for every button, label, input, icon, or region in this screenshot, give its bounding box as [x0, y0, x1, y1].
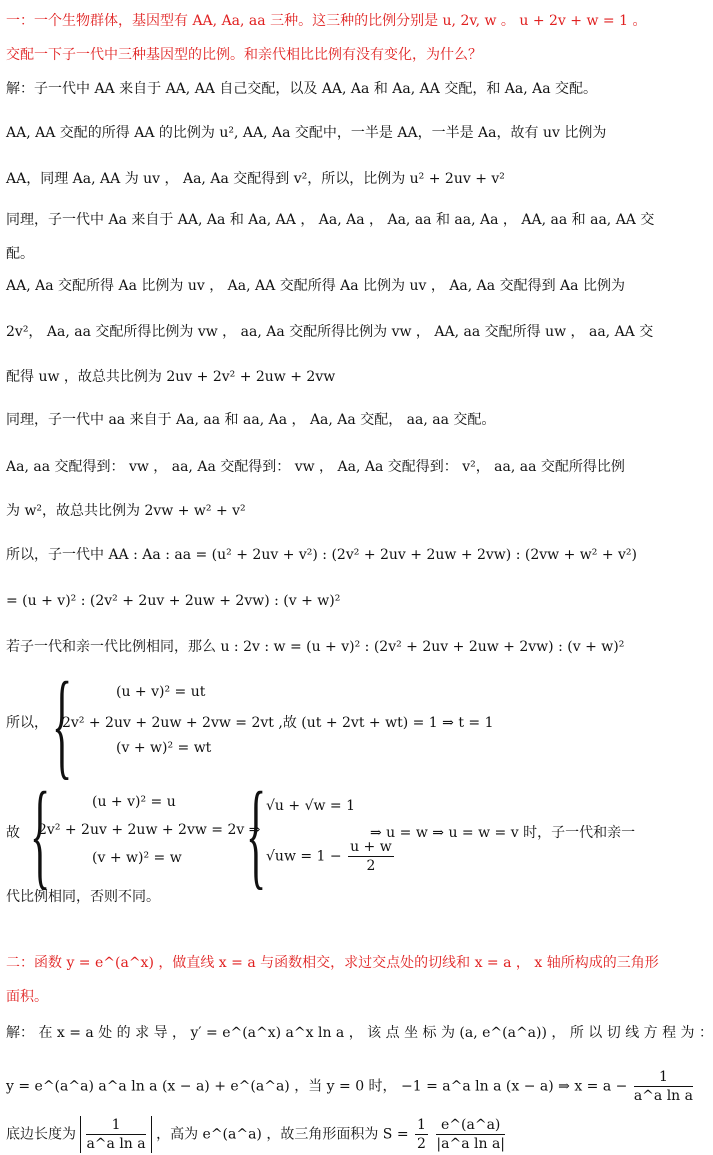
solution1-line: 代比例相同，否则不同。: [6, 889, 160, 905]
solution1-line: 同理，子一代中 Aa 来自于 AA, Aa 和 Aa, AA ， Aa, Aa ， Aa, aa 和 aa, Aa ， AA, aa 和 aa, AA 交: [6, 212, 655, 228]
system1-row: 2v² + 2uv + 2uw + 2vw = 2vt ,故 (ut + 2vt + wt) = 1 ⇒ t = 1: [62, 715, 494, 731]
system1-prefix: 所以，: [6, 715, 48, 731]
problem1-statement-line1: 一：一个生物群体，基因型有 AA, Aa, aa 三种。这三种的比例分别是 u, 2v, w 。 u + 2v + w = 1 。: [6, 13, 647, 29]
fraction: [348, 838, 394, 875]
system2-result-row: √u + √w = 1: [266, 798, 356, 814]
solution2-text: y = e^(a^a) a^a ln a (x − a) + e^(a^a) ，当 y = 0 时， −1 = a^a ln a (x − a) ⇒ x = a −: [6, 1078, 628, 1095]
system1-brace: {: [52, 657, 73, 790]
fraction-numerator: 1: [634, 1068, 693, 1087]
fraction: [634, 1068, 693, 1105]
solution2-text: ，高为 e^(a^a) ，故三角形面积为 S =: [156, 1126, 409, 1143]
solution1-line: AA, Aa 交配所得 Aa 比例为 uv ， Aa, AA 交配所得 Aa 比例为 uv ， Aa, Aa 交配得到 Aa 比例为: [6, 278, 625, 294]
fraction: [86, 1116, 145, 1153]
problem2-statement-line1: 二：函数 y = e^(a^x) ，做直线 x = a 与函数相交，求过交点处的切线和 x = a ， x 轴所构成的三角形: [6, 955, 659, 971]
fraction-denominator: 2: [417, 1136, 426, 1152]
solution1-line: 配得 uw ，故总共比例为 2uv + 2v² + 2uw + 2vw: [6, 369, 336, 385]
fraction-denominator: |a^a ln a|: [436, 1136, 506, 1152]
fraction-numerator: e^(a^a): [436, 1116, 505, 1135]
system1-row: (v + w)² = wt: [116, 740, 212, 756]
fraction-denominator: 2: [366, 858, 376, 874]
system2-row: (v + w)² = w: [92, 850, 182, 866]
solution1-line: Aa, aa 交配得到： vw ， aa, Aa 交配得到： vw ， Aa, Aa 交配得到： v²， aa, aa 交配所得比例: [6, 459, 625, 475]
system1-row: (u + v)² = ut: [116, 684, 206, 700]
system2-prefix: 故: [6, 825, 20, 841]
solution1-line: 同理，子一代中 aa 来自于 Aa, aa 和 aa, Aa ， Aa, Aa 交配， aa, aa 交配。: [6, 412, 496, 428]
solution1-line: AA，同理 Aa, AA 为 uv ， Aa, Aa 交配得到 v²，所以，比例为 u² + 2uv + v²: [6, 171, 505, 187]
solution1-line: AA, AA 交配的所得 AA 的比例为 u², AA, Aa 交配中，一半是 AA，一半是 Aa，故有 uv 比例为: [6, 125, 607, 141]
system2-row: (u + v)² = u: [92, 794, 176, 810]
solution2-line: [6, 1116, 507, 1153]
solution1-line: = (u + v)² : (2v² + 2uv + 2uw + 2vw) : (v + w)²: [6, 593, 341, 609]
fraction-denominator: a^a ln a: [86, 1136, 146, 1152]
system2-result-text: √uw = 1 −: [266, 848, 342, 865]
fraction-numerator: 1: [86, 1116, 145, 1135]
solution1-line: 为 w²，故总共比例为 2vw + w² + v²: [6, 503, 246, 519]
solution1-line: 所以，子一代中 AA : Aa : aa = (u² + 2uv + v²) : (2v² + 2uv + 2uw + 2vw) : (2vw + w² + v²): [6, 547, 637, 563]
fraction-numerator: 1: [417, 1117, 426, 1133]
solution2-line: 解： 在 x = a 处 的 求 导 ， y′ = e^(a^x) a^x ln a ， 该 点 坐 标 为 (a, e^(a^a)) ， 所 以 切 线 方 程 为 ：: [6, 1025, 713, 1041]
fraction-numerator: u + w: [350, 839, 392, 855]
fraction-denominator: a^a ln a: [633, 1088, 693, 1104]
system2-result-brace: {: [246, 767, 267, 900]
solution1-line: 解：子一代中 AA 来自于 AA, AA 自己交配，以及 AA, Aa 和 Aa, AA 交配，和 Aa, Aa 交配。: [6, 81, 598, 97]
absolute-value: [80, 1116, 151, 1153]
problem2-statement-line2: 面积。: [6, 989, 48, 1005]
solution1-line: 2v²， Aa, aa 交配所得比例为 vw ， aa, Aa 交配所得比例为 vw ， AA, aa 交配所得 uw ， aa, AA 交: [6, 324, 654, 340]
fraction: [436, 1116, 505, 1153]
system2-result-row: [266, 838, 396, 875]
system2-brace: {: [30, 767, 51, 900]
problem1-statement-line2: 交配一下子一代中三种基因型的比例。和亲代相比比例有没有变化，为什么？: [6, 47, 482, 63]
solution1-line: 若子一代和亲一代比例相同，那么 u : 2v : w = (u + v)² : (2v² + 2uv + 2uw + 2vw) : (v + w)²: [6, 639, 625, 655]
system2-conclusion: ⇒ u = w ⇒ u = w = v 时，子一代和亲一: [370, 825, 636, 841]
fraction: [415, 1116, 428, 1153]
solution2-line: [6, 1068, 695, 1105]
solution1-line: 配。: [6, 246, 34, 262]
system2-row: 2v² + 2uv + 2uw + 2vw = 2v ⇒: [38, 822, 261, 838]
solution2-text: 底边长度为: [6, 1126, 76, 1143]
